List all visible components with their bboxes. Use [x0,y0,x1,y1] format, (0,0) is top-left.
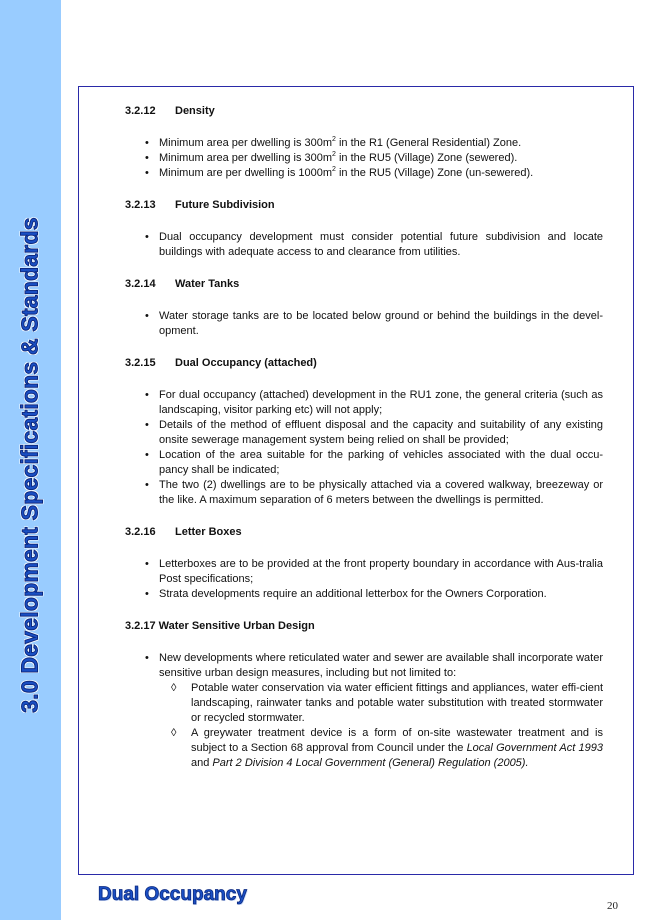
list-item: • Location of the area suitable for the parking of vehicles associated with the dual occu-pancy shall be indicated; [125,448,603,478]
section-title: Letter Boxes [175,526,242,538]
list-item: • Details of the method of effluent disposal and the capacity and suitability of any existing onsite sewerage management system being relied on shall be provided; [125,418,603,448]
list-item [125,151,603,166]
item-text: A greywater treatment device is a form of on-site wastewater treatment and is subject to a Section 68 approval from Council under the [191,727,603,754]
item-text: in the R1 (General Residential) Zone. [335,137,522,149]
sidebar-band [0,0,61,920]
list-item: • The two (2) dwellings are to be physically attached via a covered walkway, breezeway or the like. A maximum separation of 6 meters between the dwellings is permitted. [125,478,603,508]
list-item [125,136,603,151]
section-heading-letter-boxes [125,525,603,540]
sidebar-chapter-title: 3.0 Development Specifications & Standards [16,217,43,713]
item-text: Minimum area per dwelling is 300m [159,137,333,149]
list-item: • Water storage tanks are to be located below ground or behind the buildings in the devel-opment. [125,309,603,339]
list-item: • For dual occupancy (attached) development in the RU1 zone, the general criteria (such as landscaping, visitor parking etc) will not apply; [125,388,603,418]
page-number: 20 [607,900,618,912]
density-list [125,136,603,181]
section-heading-water-tanks [125,277,603,292]
item-text: Minimum area per dwelling is 300m [159,152,333,164]
item-text: New developments where reticulated water and sewer are available shall incorporate water sensitive urban design measures, including but not limited to: [159,652,603,679]
section-title: 3.2.17 Water Sensitive Urban Design [125,620,315,632]
section-title: Future Subdivision [175,199,275,211]
footer-title: Dual Occupancy [98,884,247,905]
act-citation: Local Government Act 1993 [466,742,603,754]
section-number: 3.2.16 [125,526,156,538]
item-text: Minimum are per dwelling is 1000m [159,167,333,179]
section-number: 3.2.13 [125,199,156,211]
section-number: 3.2.12 [125,105,156,117]
section-title: Density [175,105,215,117]
list-item: • Strata developments require an additional letterbox for the Owners Corporation. [125,587,603,602]
section-number: 3.2.14 [125,278,156,290]
list-item [125,651,603,771]
section-heading-future-subdivision [125,198,603,213]
document-body [125,104,603,788]
section-number: 3.2.15 [125,357,156,369]
water-tanks-list [125,309,603,339]
wsud-sublist [159,681,603,771]
sub-list-item: ◊ Potable water conservation via water efficient fittings and appliances, water effi-cient landscaping, rainwater tanks and potable water substitution with treated stormwater or recycled stormwater. [159,681,603,726]
list-item: • Dual occupancy development must consider potential future subdivision and locate buildings with adequate access to and clearance from utilities. [125,230,603,260]
section-heading-dual-occupancy-attached [125,356,603,371]
superscript: 2 [332,151,336,158]
regulation-citation: Part 2 Division 4 Local Government (General) Regulation (2005). [212,757,529,769]
letter-boxes-list [125,557,603,602]
wsud-list [125,651,603,771]
list-item: • Letterboxes are to be provided at the front property boundary in accordance with Aus-tralia Post specifications; [125,557,603,587]
item-text: in the RU5 (Village) Zone (sewered). [335,152,518,164]
section-title: Dual Occupancy (attached) [175,357,317,369]
section-title: Water Tanks [175,278,240,290]
superscript: 2 [332,136,336,143]
item-text: in the RU5 (Village) Zone (un-sewered). [335,167,534,179]
section-heading-density [125,104,603,119]
item-text: and [191,757,213,769]
section-heading-wsud [125,619,603,634]
dual-occupancy-list [125,388,603,508]
superscript: 2 [332,166,336,173]
list-item [125,166,603,181]
sub-list-item [159,726,603,771]
future-subdivision-list [125,230,603,260]
